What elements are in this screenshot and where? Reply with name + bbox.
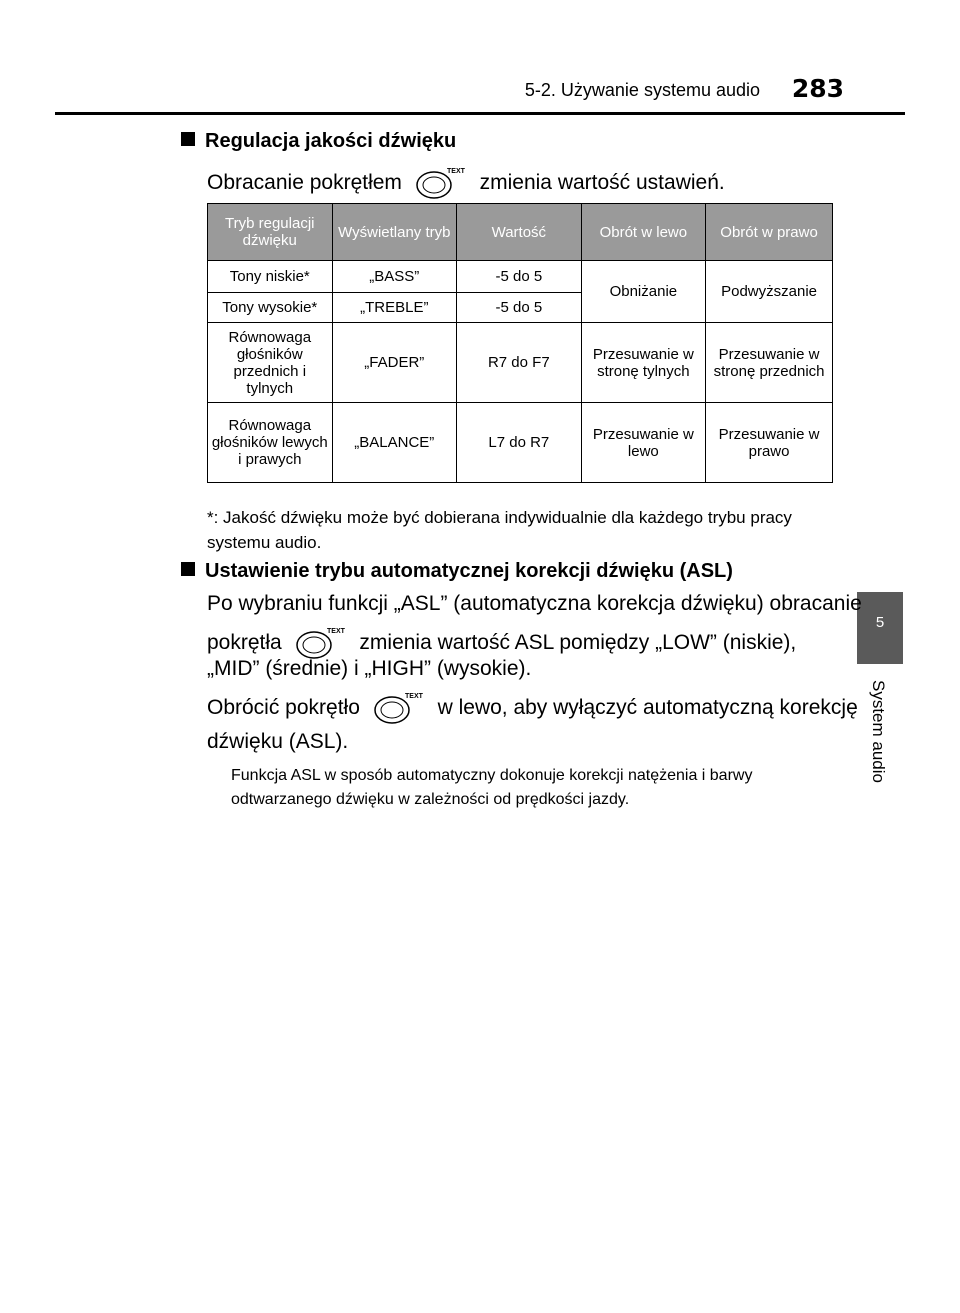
cell: Tony wysokie* bbox=[208, 293, 333, 323]
cell: Równowaga głośników przednich i tylnych bbox=[208, 323, 333, 403]
table-row bbox=[208, 261, 833, 293]
text-knob-icon bbox=[370, 690, 428, 724]
header-cell: Wartość bbox=[457, 204, 582, 261]
text: zmienia wartość ASL pomiędzy „LOW” (niskie), bbox=[359, 631, 797, 654]
cell: Tony niskie* bbox=[208, 261, 333, 293]
asl-line-2 bbox=[207, 625, 796, 659]
asl-line-5: dźwięku (ASL). bbox=[207, 730, 349, 753]
cell: Przesuwanie w stronę tylnych bbox=[581, 323, 706, 403]
chapter-label: System audio bbox=[869, 680, 888, 783]
cell: „BASS” bbox=[332, 261, 457, 293]
cell: „FADER” bbox=[332, 323, 457, 403]
chapter-number: 5 bbox=[875, 614, 885, 631]
table-footnote: *: Jakość dźwięku może być dobierana indywidualnie dla każdego trybu pracy systemu audio. bbox=[207, 508, 792, 552]
table-row bbox=[208, 403, 833, 483]
text-knob-icon bbox=[412, 165, 470, 199]
cell: „BALANCE” bbox=[332, 403, 457, 483]
cell: Podwyższanie bbox=[706, 261, 833, 323]
square-bullet-icon bbox=[181, 562, 195, 576]
header-cell: Tryb regulacji dźwięku bbox=[208, 204, 333, 261]
header-cell: Wyświetlany tryb bbox=[332, 204, 457, 261]
cell: „TREBLE” bbox=[332, 293, 457, 323]
cell: -5 do 5 bbox=[457, 293, 582, 323]
table-header-row bbox=[208, 204, 833, 261]
asl-line-1: Po wybraniu funkcji „ASL” (automatyczna korekcja dźwięku) obracanie bbox=[207, 592, 862, 615]
header-rule bbox=[55, 112, 905, 115]
section-heading-asl bbox=[181, 560, 733, 583]
chapter-tab bbox=[857, 592, 903, 664]
heading-text: Regulacja jakości dźwięku bbox=[205, 130, 457, 152]
knob-label: TEXT bbox=[446, 168, 465, 175]
text: w lewo, aby wyłączyć automatyczną korekcję bbox=[437, 696, 858, 719]
text: zmienia wartość ustawień. bbox=[479, 171, 725, 194]
header-cell: Obrót w lewo bbox=[581, 204, 706, 261]
section-heading-quality bbox=[181, 130, 456, 153]
cell: L7 do R7 bbox=[457, 403, 582, 483]
heading-text: Ustawienie trybu automatycznej korekcji dźwięku (ASL) bbox=[205, 560, 733, 582]
text-knob-icon bbox=[292, 625, 350, 659]
header-cell: Obrót w prawo bbox=[706, 204, 833, 261]
asl-note-line-2: odtwarzanego dźwięku w zależności od prędkości jazdy. bbox=[231, 791, 630, 808]
asl-line-4 bbox=[207, 690, 858, 724]
knob-label: TEXT bbox=[404, 693, 423, 700]
table-row bbox=[208, 323, 833, 403]
page-number: 283 bbox=[791, 74, 844, 103]
asl-note-line-1: Funkcja ASL w sposób automatyczny dokonuje korekcji natężenia i barwy bbox=[231, 767, 753, 784]
cell: Równowaga głośników lewych i prawych bbox=[208, 403, 333, 483]
sound-settings-table bbox=[207, 203, 833, 483]
section-title: 5-2. Używanie systemu audio bbox=[524, 80, 760, 100]
text: Obrócić pokrętło bbox=[207, 696, 360, 719]
text: pokrętła bbox=[207, 631, 282, 654]
cell: Obniżanie bbox=[581, 261, 706, 323]
knob-label: TEXT bbox=[326, 628, 345, 635]
cell: Przesuwanie w prawo bbox=[706, 403, 833, 483]
cell: -5 do 5 bbox=[457, 261, 582, 293]
text: Obracanie pokrętłem bbox=[207, 171, 402, 194]
cell: Przesuwanie w stronę przednich bbox=[706, 323, 833, 403]
square-bullet-icon bbox=[181, 132, 195, 146]
cell: Przesuwanie w lewo bbox=[581, 403, 706, 483]
cell: R7 do F7 bbox=[457, 323, 582, 403]
quality-instruction bbox=[207, 165, 725, 199]
asl-line-3: „MID” (średnie) i „HIGH” (wysokie). bbox=[207, 657, 532, 680]
